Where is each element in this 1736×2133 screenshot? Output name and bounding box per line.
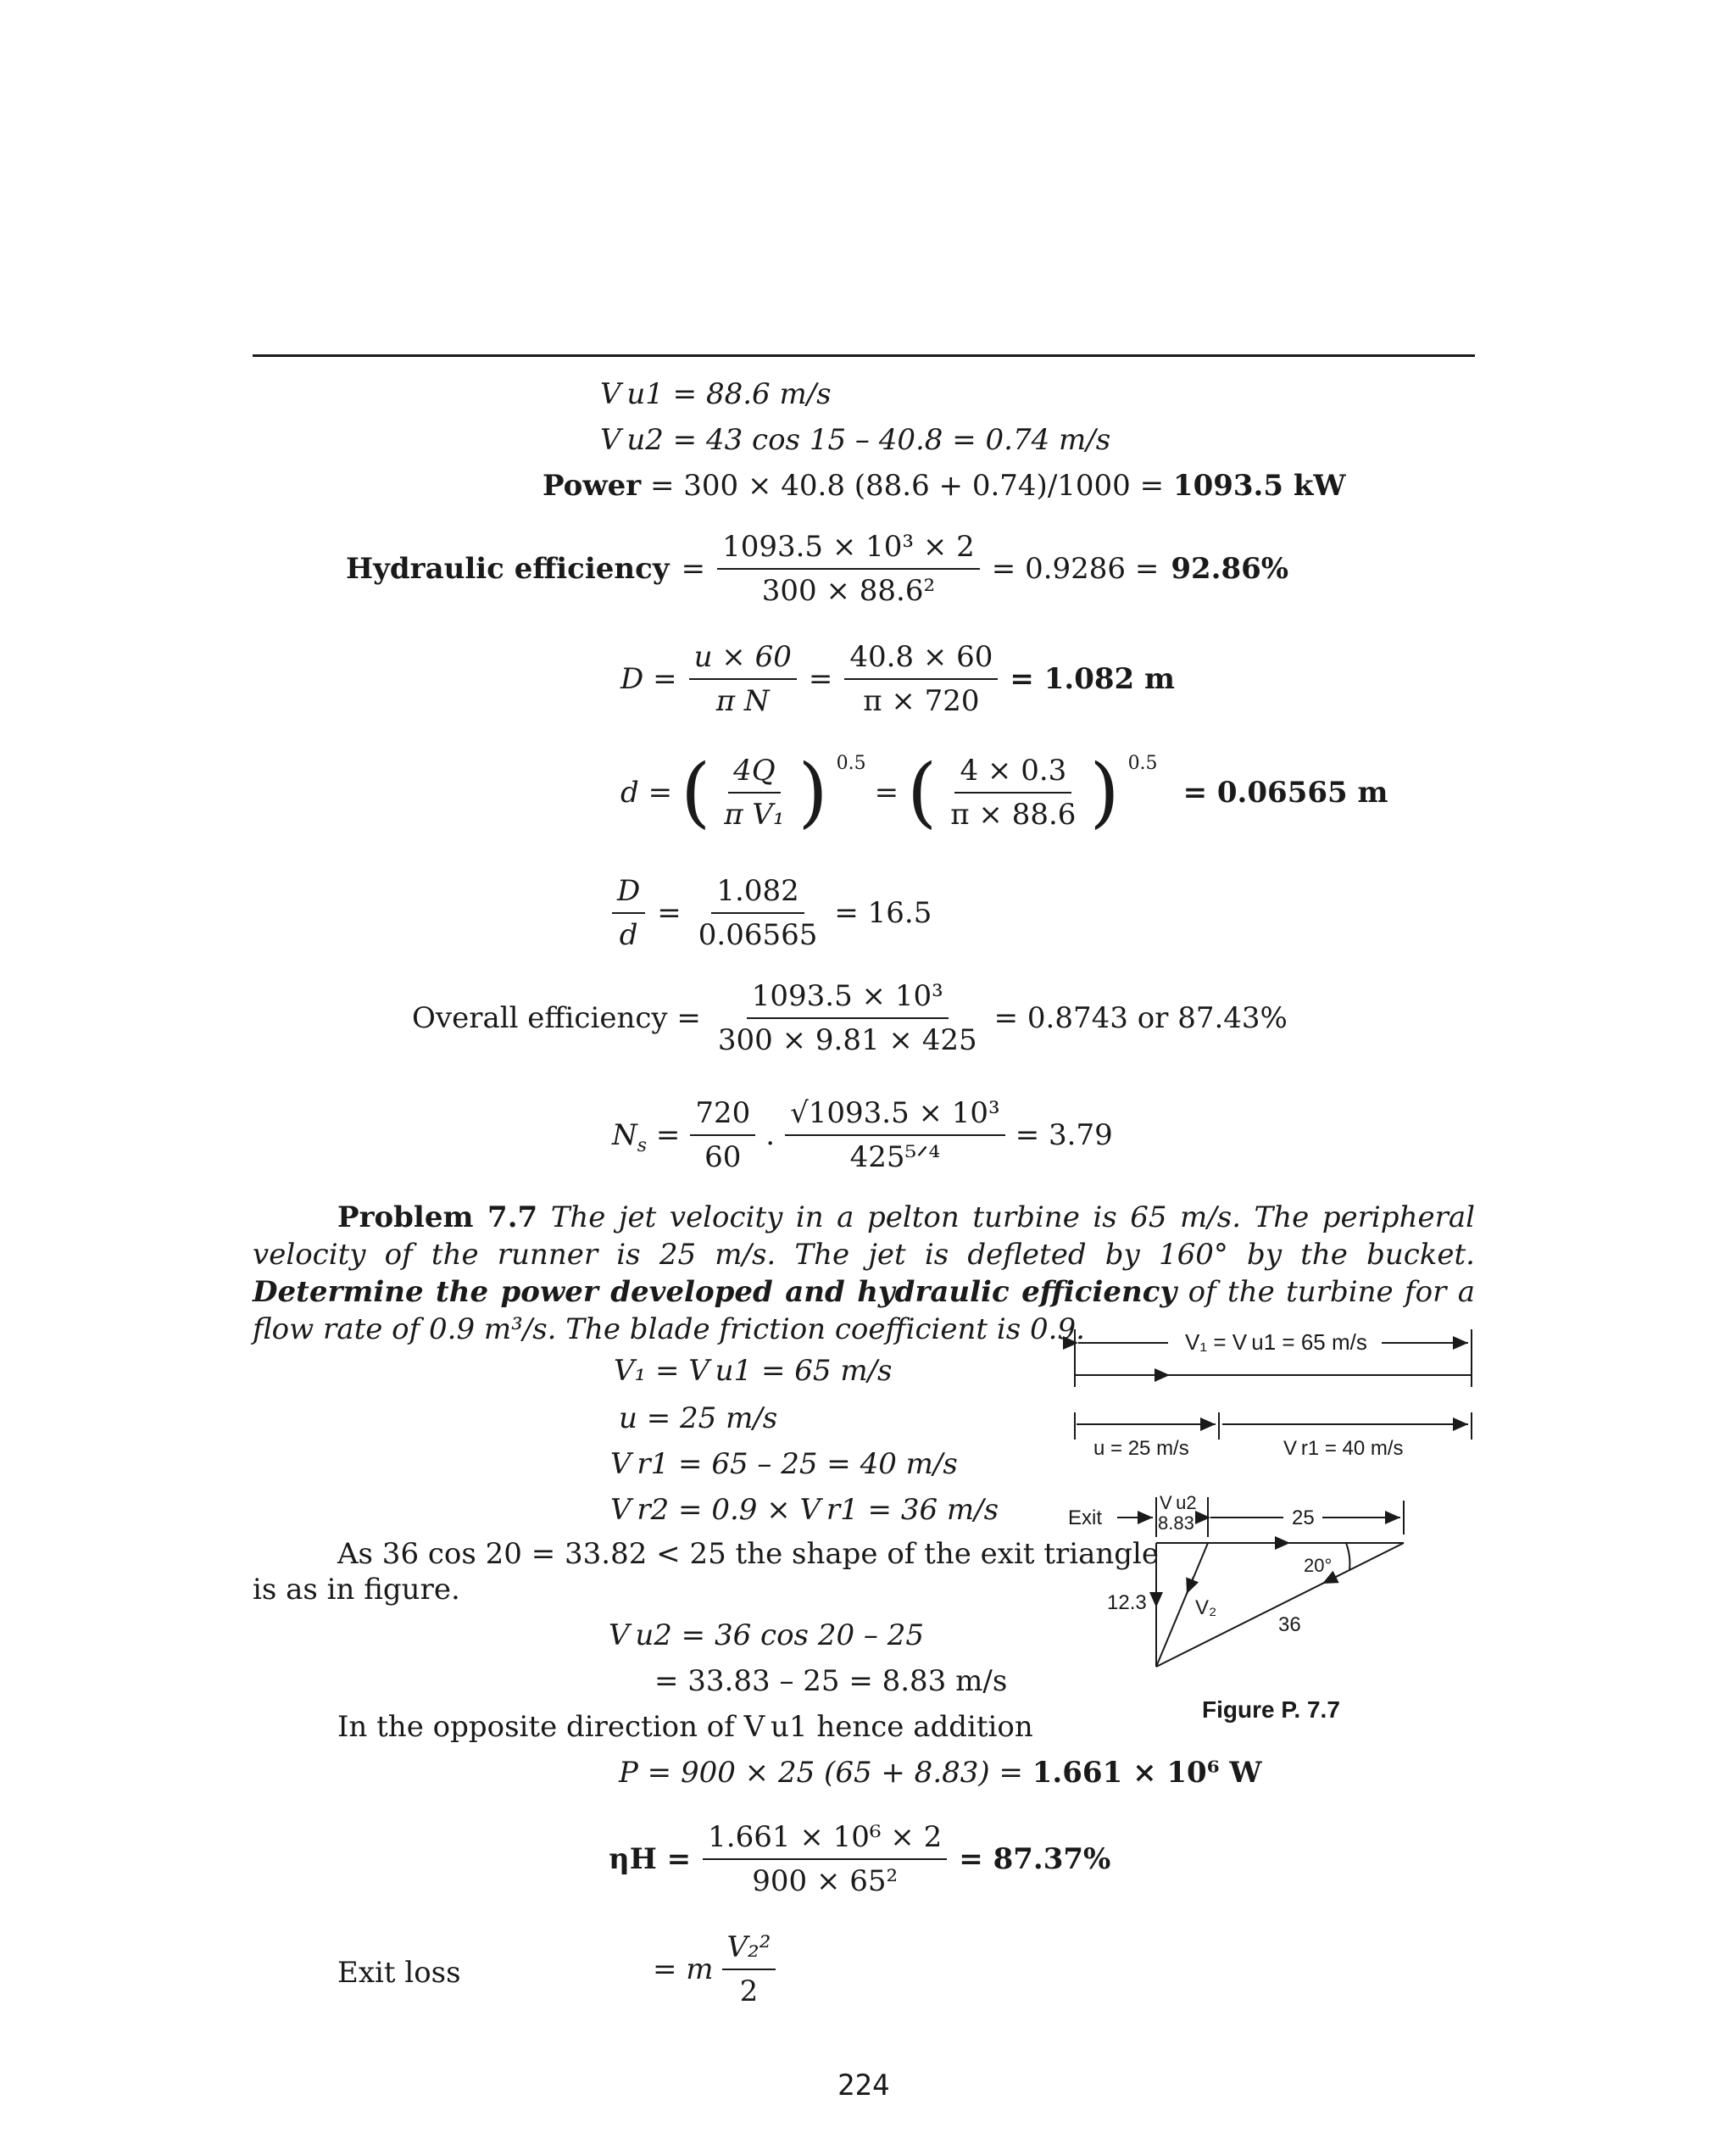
- problem-bold: Determine the power developed and hydraulic efficiency: [253, 1275, 1177, 1309]
- power-result: 1093.5 kW: [1172, 469, 1346, 503]
- solution-vr2: V r2 = 0.9 × V r1 = 36 m/s: [610, 1493, 999, 1527]
- hyd-numerator: 1093.5 × 10³ × 2: [717, 532, 980, 570]
- vr1-label: V r1 = 40 m/s: [1283, 1437, 1404, 1460]
- figure-caption: Figure P. 7.7: [1202, 1696, 1340, 1723]
- hyd-tail: = 0.9286 =: [991, 552, 1160, 586]
- u-label: u = 25 m/s: [1093, 1437, 1189, 1460]
- side-label: 12.3: [1107, 1591, 1147, 1614]
- overall-num: 1093.5 × 10³: [747, 982, 949, 1019]
- v2-arrow: [1187, 1577, 1194, 1594]
- solution-power: [619, 1756, 1262, 1790]
- D-fraction-2: [844, 640, 998, 718]
- d-fraction-2: [945, 754, 1081, 832]
- ns-tail: = 3.79: [1015, 1118, 1113, 1152]
- angle-arc: [1346, 1543, 1349, 1570]
- D-num-1: u × 60: [689, 643, 797, 680]
- solution-text-b: is as in figure.: [253, 1573, 460, 1607]
- equals-sign: =: [874, 776, 899, 810]
- equals-sign: =: [657, 896, 682, 930]
- hyd-denominator: 300 × 88.6²: [761, 574, 936, 608]
- ratio-num: 1.082: [711, 877, 804, 914]
- triangle-hyp: [1156, 1543, 1404, 1667]
- overall-den: 300 × 9.81 × 425: [717, 1023, 977, 1057]
- solution-vu2: V u2 = 36 cos 20 – 25: [609, 1618, 924, 1652]
- D-fraction-1: [689, 640, 797, 718]
- ns-den-2: 425⁵ᐟ⁴: [849, 1140, 941, 1174]
- problem-label: Problem 7.7: [337, 1200, 538, 1234]
- ns-num-2: √1093.5 × 10³: [785, 1099, 1005, 1136]
- equals-sign: =: [681, 552, 706, 586]
- hyp-arrow: [1322, 1575, 1339, 1584]
- ratio-symbol: $\frac{D}{d}$: [612, 877, 645, 950]
- d-fraction-1: [719, 754, 789, 832]
- eta-num: 1.661 × 10⁶ × 2: [703, 1823, 947, 1860]
- specific-speed-eq: [612, 1096, 1113, 1174]
- solution-vr1: V r1 = 65 – 25 = 40 m/s: [610, 1447, 958, 1481]
- ns-fraction-1: [690, 1096, 755, 1174]
- hydraulic-efficiency-eq: [346, 530, 1289, 608]
- Ns-symbol: $N_s$ =: [612, 1118, 681, 1156]
- problem-text-1: The jet velocity in a pelton turbine is 65 m/s. The peripheral velocity of the runner is 25 m/s. The jet is defleted by 160° by the bucket.: [253, 1200, 1475, 1272]
- d-exponent-1: 0.5: [836, 753, 866, 774]
- solution-u: u = 25 m/s: [619, 1401, 778, 1435]
- jet-diameter-eq: [620, 748, 1388, 837]
- velocity-triangle-figure: [1060, 1312, 1483, 1736]
- eta-label: ηH =: [609, 1842, 692, 1876]
- overall-label: Overall efficiency =: [412, 1001, 701, 1035]
- eta-h-eq: [609, 1820, 1111, 1898]
- overall-tail: = 0.8743 or 87.43%: [993, 1001, 1288, 1035]
- len25-label: 25: [1292, 1506, 1315, 1529]
- ns-num-1: 720: [690, 1099, 755, 1136]
- power-label: Power: [542, 469, 642, 503]
- hyp-label: 36: [1278, 1613, 1301, 1636]
- exit-loss-eq: [653, 1930, 776, 2008]
- diameter-eq: [620, 640, 1176, 718]
- dot-operator: .: [765, 1118, 776, 1152]
- problem-text-2: of the turbine for a flow rate of 0.9 m³/s. The blade friction coefficient is 0.9.: [253, 1275, 1475, 1346]
- vu2-line: V u2 = 43 cos 15 – 40.8 = 0.74 m/s: [600, 423, 1111, 457]
- hyd-label: Hydraulic efficiency: [346, 552, 670, 586]
- vu2-label: V u2: [1160, 1492, 1197, 1513]
- ratio-fraction: [693, 874, 823, 952]
- solution-vu2-value: = 33.83 – 25 = 8.83 m/s: [654, 1664, 1008, 1698]
- d-num-2: 4 × 0.3: [954, 756, 1071, 794]
- eta-fraction: [703, 1820, 947, 1898]
- hyd-fraction: [717, 530, 980, 608]
- d-result: = 0.06565 m: [1182, 776, 1388, 810]
- D-den-2: π × 720: [863, 684, 980, 718]
- power-line: [542, 469, 1346, 503]
- solution-direction: In the opposite direction of V u1 hence addition: [337, 1710, 1033, 1744]
- power-expr-2: P = 900 × 25 (65 + 8.83) =: [619, 1756, 1023, 1790]
- exit-label: Exit: [1068, 1506, 1103, 1529]
- d-den-2: π × 88.6: [950, 798, 1077, 832]
- d-exponent-2: 0.5: [1127, 753, 1158, 774]
- exit-num: V₂²: [722, 1933, 776, 1970]
- exit-den: 2: [739, 1974, 759, 2008]
- top-label: V₁ = V u1 = 65 m/s: [1185, 1329, 1367, 1355]
- equals-sign: =: [808, 662, 833, 696]
- D-den-1: π N: [715, 684, 770, 718]
- top-rule: [253, 354, 1475, 357]
- D-result: = 1.082 m: [1010, 662, 1176, 696]
- overall-efficiency-eq: [412, 979, 1288, 1057]
- eta-result: = 87.37%: [959, 1842, 1111, 1876]
- v2-label: V₂: [1195, 1596, 1217, 1619]
- paren-close: ): [1089, 748, 1120, 837]
- d-num-1: 4Q: [728, 756, 781, 794]
- ratio-tail: = 16.5: [834, 896, 932, 930]
- ratio-den: 0.06565: [698, 918, 818, 952]
- exit-expr: = m: [653, 1952, 714, 1986]
- d-symbol: d =: [620, 776, 673, 810]
- angle-label: 20°: [1304, 1555, 1333, 1576]
- solution-v1: V₁ = V u1 = 65 m/s: [614, 1354, 893, 1388]
- page-number: 224: [837, 2069, 890, 2102]
- overall-fraction: [713, 979, 982, 1057]
- vu2-value: 8.83: [1158, 1512, 1194, 1534]
- power-result-2: 1.661 × 10⁶ W: [1032, 1756, 1262, 1790]
- paren-open: (: [907, 748, 938, 837]
- D-symbol: D =: [620, 662, 677, 696]
- ns-fraction-2: [785, 1096, 1005, 1174]
- D-num-2: 40.8 × 60: [844, 643, 998, 680]
- exit-loss-label: Exit loss: [337, 1956, 461, 1990]
- paren-close: ): [798, 748, 828, 837]
- ratio-eq: [612, 874, 932, 952]
- solution-text-a: As 36 cos 20 = 33.82 < 25 the shape of the exit triangle: [337, 1537, 1160, 1571]
- ns-den-1: 60: [704, 1140, 742, 1174]
- exit-fraction: [722, 1930, 776, 2008]
- d-den-1: π V₁: [724, 798, 785, 832]
- vu1-line: V u1 = 88.6 m/s: [600, 377, 832, 411]
- eta-den: 900 × 65²: [752, 1864, 899, 1898]
- paren-open: (: [681, 748, 711, 837]
- power-expr: = 300 × 40.8 (88.6 + 0.74)/1000 =: [649, 469, 1165, 503]
- hyd-result: 92.86%: [1171, 552, 1289, 586]
